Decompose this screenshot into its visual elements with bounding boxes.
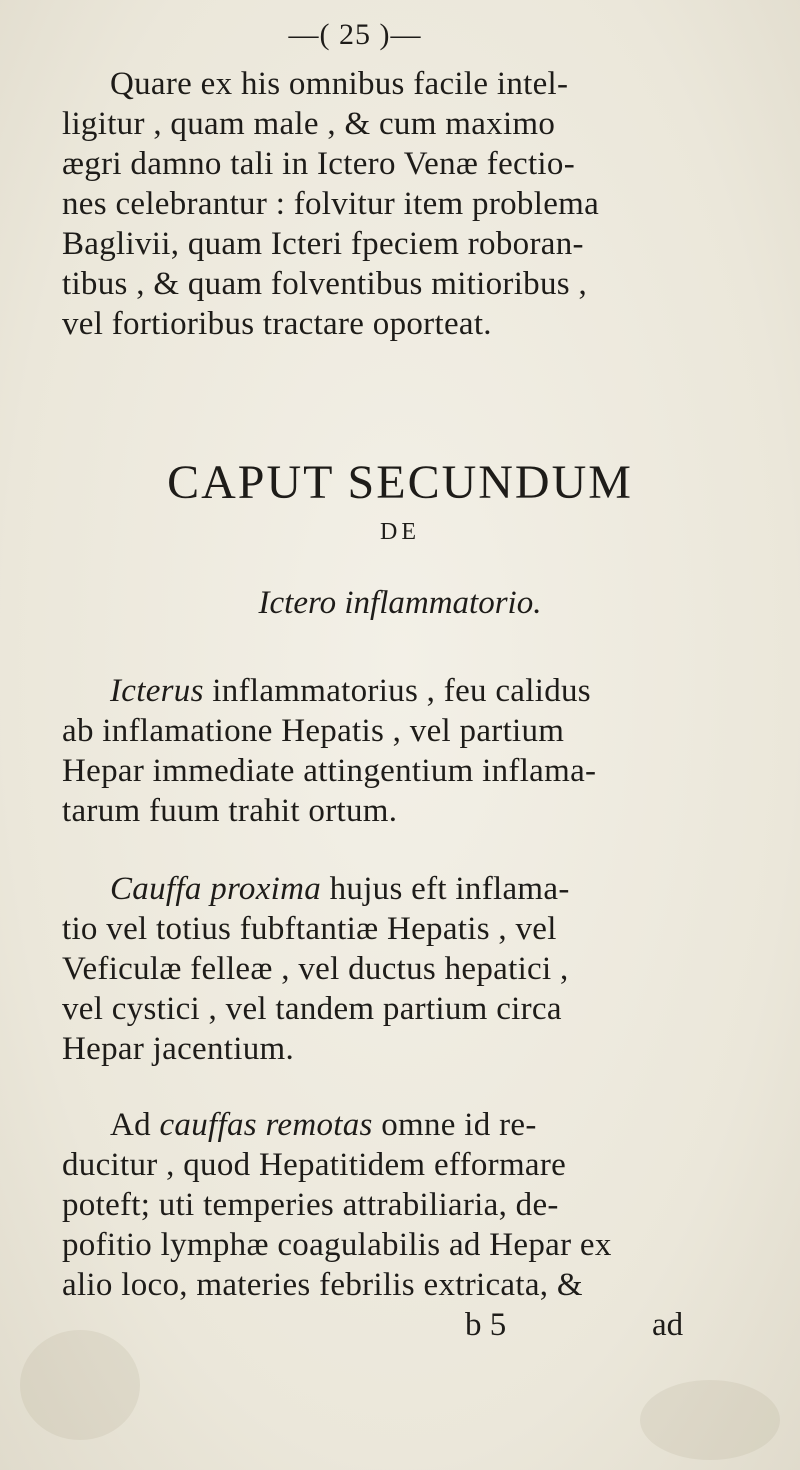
text-line: ligitur , quam male , & cum maximo — [62, 106, 556, 142]
text-line: ægri damno tali in Ictero Venæ fectio- — [62, 146, 575, 182]
line-rest: inflammatorius , feu calidus — [203, 673, 591, 709]
text-line: nes celebrantur : folvitur item problema — [62, 186, 600, 222]
lead-term: Icterus — [110, 673, 204, 709]
paper-stain — [20, 1330, 140, 1440]
text-line: Hepar immediate attingentium inflama- — [62, 753, 597, 789]
lead-term: Cauffa proxima — [110, 871, 322, 907]
chapter-subtitle: Ictero inflammatorio. — [258, 585, 542, 621]
text-line: tibus , & quam folventibus mitioribus , — [62, 266, 588, 302]
paper-stain — [640, 1380, 780, 1460]
text-line: tarum fuum trahit ortum. — [62, 793, 398, 829]
chapter-de: DE — [380, 519, 420, 545]
text-line: ducitur , quod Hepatitidem efformare — [62, 1147, 567, 1183]
text-line: pofitio lymphæ coagulabilis ad Hepar ex — [62, 1227, 612, 1263]
text-line — [110, 672, 591, 710]
chapter-title: CAPUT SECUNDUM — [167, 456, 633, 509]
page-header: —( 25 )— — [288, 18, 422, 51]
text-line: Quare ex his omnibus facile intel- — [110, 66, 569, 102]
text-line: ab inflamatione Hepatis , vel partium — [62, 713, 565, 749]
catchword: ad — [652, 1307, 684, 1343]
text-line: Hepar jacentium. — [62, 1031, 295, 1067]
text-line: vel fortioribus tractare oporteat. — [62, 306, 492, 342]
text-line: poteft; uti temperies attrabiliaria, de- — [62, 1187, 559, 1223]
text-line — [110, 870, 570, 908]
text-line: Baglivii, quam Icteri fpeciem roboran- — [62, 226, 584, 262]
line-rest: omne id re- — [372, 1107, 537, 1143]
text-line: alio loco, materies febrilis extricata, & — [62, 1267, 583, 1303]
text-line — [110, 1106, 537, 1144]
text-line: vel cystici , vel tandem partium circa — [62, 991, 562, 1027]
lead-term: cauffas remotas — [159, 1107, 373, 1143]
lead-plain: Ad — [110, 1107, 160, 1143]
line-rest: hujus eft inflama- — [321, 871, 570, 907]
signature-mark: b 5 — [465, 1307, 507, 1343]
text-line: Veficulæ felleæ , vel ductus hepatici , — [62, 951, 569, 987]
text-line: tio vel totius fubftantiæ Hepatis , vel — [62, 911, 557, 947]
